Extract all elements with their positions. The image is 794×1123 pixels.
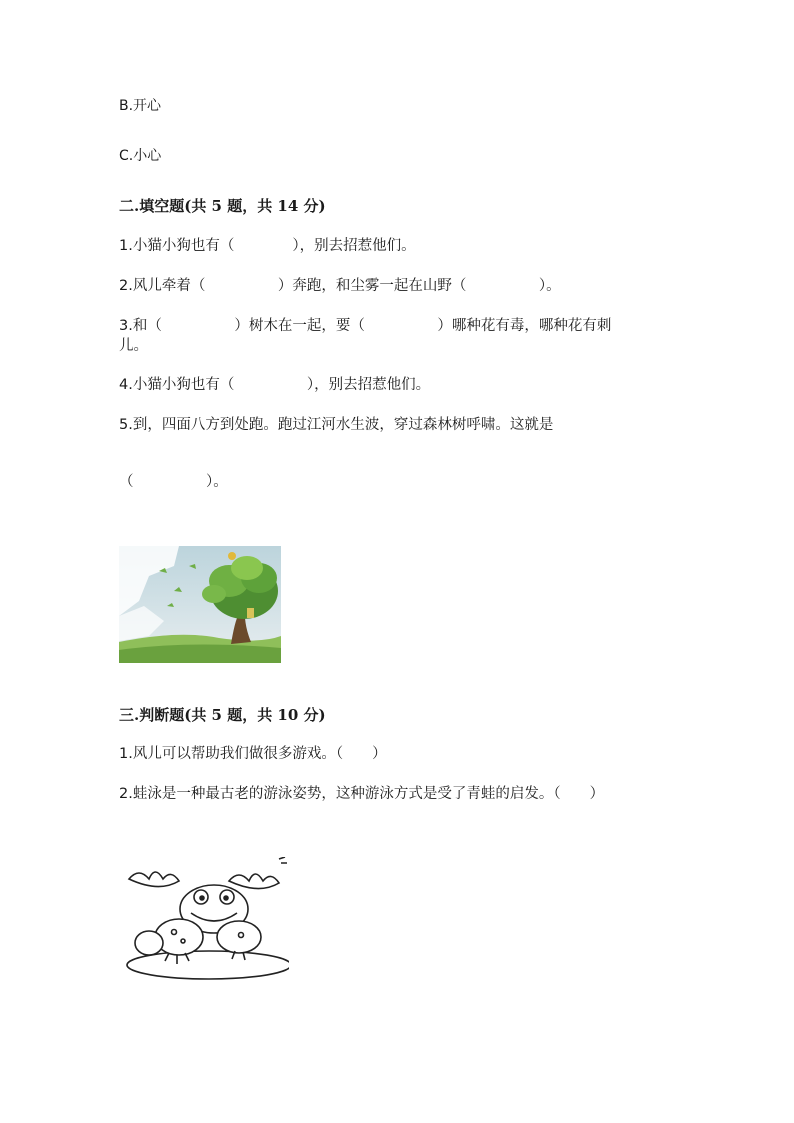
fill-question-4: 4.小猫小狗也有（ ），别去招惹他们。	[119, 377, 431, 393]
section-2-heading: 二.填空题(共 5 题，共 14 分)	[119, 197, 326, 215]
section-3-heading: 三.判断题(共 5 题，共 10 分)	[119, 706, 326, 724]
fill-question-5-cont: （ ）。	[119, 474, 228, 490]
judge-question-1: 1.风儿可以帮助我们做很多游戏。（ ）	[119, 746, 387, 762]
option-b: B.开心	[119, 98, 162, 114]
judge-question-2: 2.蛙泳是一种最古老的游泳姿势，这种游泳方式是受了青蛙的启发。（ ）	[119, 786, 605, 802]
fill-question-3-cont: 儿。	[119, 338, 148, 354]
wind-tree-illustration	[119, 546, 281, 663]
fill-question-1: 1.小猫小狗也有（ ），别去招惹他们。	[119, 238, 416, 254]
fill-question-2: 2.风儿牵着（ ）奔跑，和尘雾一起在山野（ ）。	[119, 278, 561, 294]
frog-illustration	[119, 857, 289, 983]
fill-question-3: 3.和（ ）树木在一起，要（ ）哪种花有毒，哪种花有刺	[119, 318, 612, 334]
fill-question-5: 5.到，四面八方到处跑。跑过江河水生波，穿过森林树呼啸。这就是	[119, 417, 554, 433]
option-c: C.小心	[119, 148, 162, 164]
